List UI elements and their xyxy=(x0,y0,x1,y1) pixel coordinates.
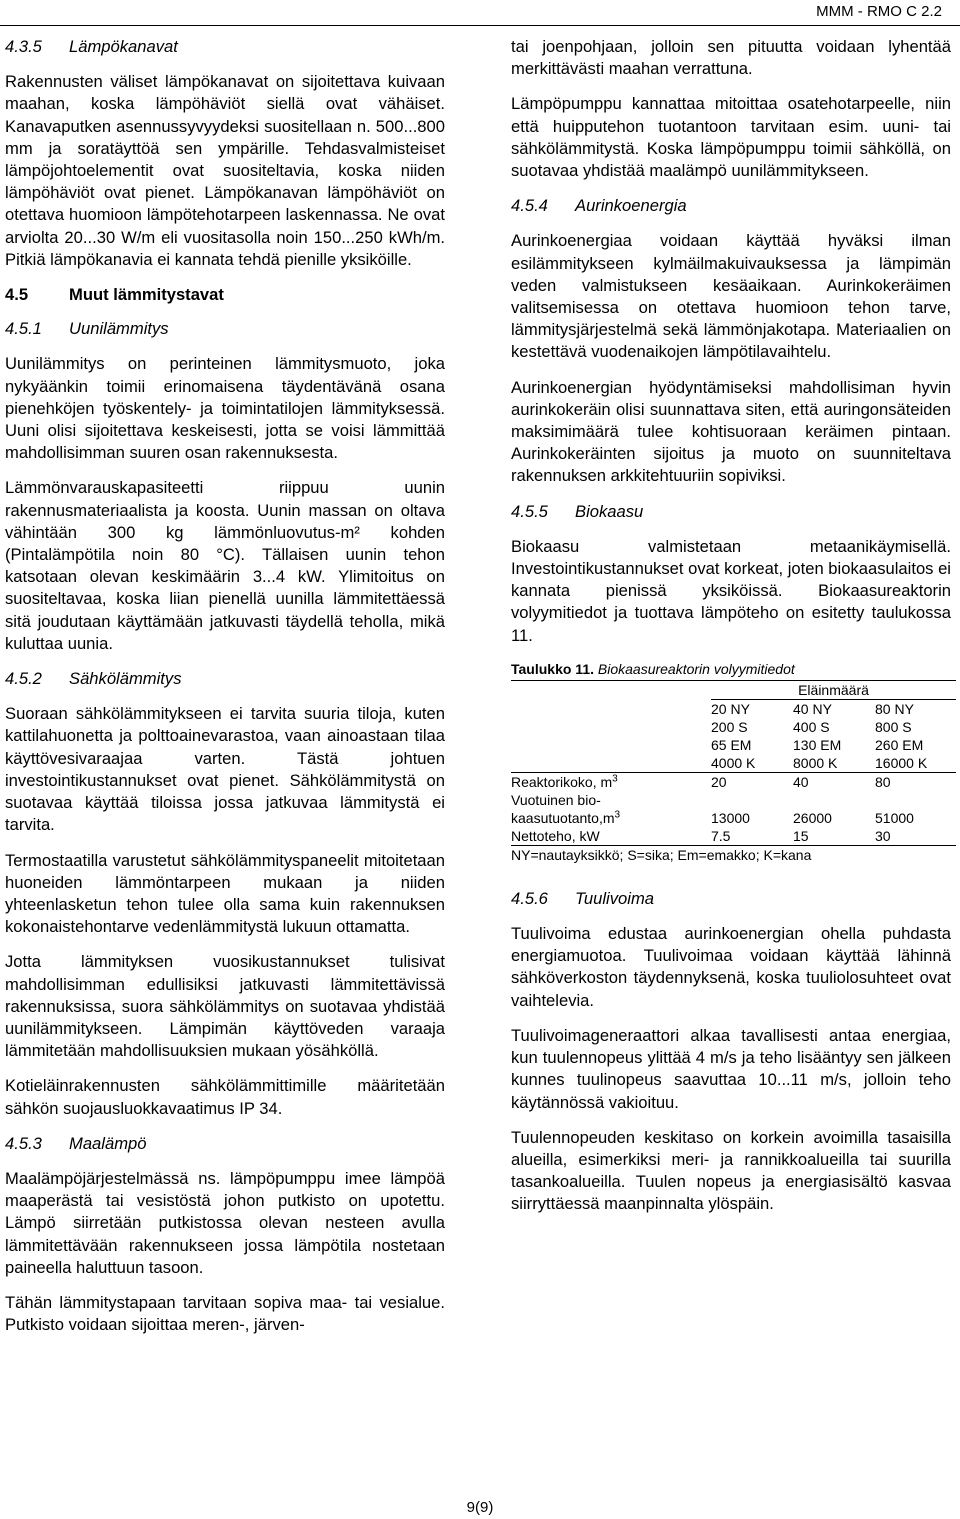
section-title: Tuulivoima xyxy=(575,888,654,908)
section-title: Uunilämmitys xyxy=(69,319,169,339)
table-cell: 20 xyxy=(711,772,793,791)
section-number: 4.5.4 xyxy=(511,196,548,216)
section-number: 4.5.6 xyxy=(511,888,548,908)
table-header-cell: 800 S xyxy=(875,718,912,735)
table-caption xyxy=(511,660,951,678)
table-header-cell: 8000 K xyxy=(793,754,838,771)
paragraph: Aurinkoenergiaa voidaan käyttää hyväksi ilman esilämmitykseen kylmäilmakuivauksessa ja lämpimän veden valmistukseen kesäaikaan. Aurinkokeräimen valitsemisessa on otettava huomioon tehon tarve, lämmitysjärjestelmä sekä lämmönjakotapa. Materiaalien on kestettävä vuodenaikojen lämpötilavaihtelu. xyxy=(511,231,951,362)
table-header-cell: 16000 K xyxy=(875,754,928,771)
section-title: Maalämpö xyxy=(69,1133,147,1153)
table-header-row xyxy=(511,736,956,754)
table-cell: 40 xyxy=(793,772,875,791)
paragraph: Aurinkoenergian hyödyntämiseksi mahdollisiman hyvin aurinkokeräin olisi suunnattava siten, että auringonsäteiden maksimimäärä tulee kohtisuoraan keräimen pintaan. Aurinkokeräinten sijoitus ja muoto on suunniteltava rakennuksen arkkitehtuuriin sopiviksi. xyxy=(511,377,951,486)
page-number: 9(9) xyxy=(466,1499,494,1516)
table-group-header: Eläinmäärä xyxy=(711,680,956,699)
table-group-header-row xyxy=(511,680,956,699)
table-header-cell: 80 NY xyxy=(875,699,956,718)
table-row xyxy=(511,791,956,827)
table-header-row xyxy=(511,718,956,736)
row-label-text: Vuotuinen bio- xyxy=(511,791,601,808)
section-heading-tuulivoima xyxy=(511,888,951,910)
table-header-cell: 40 NY xyxy=(793,699,875,718)
section-number: 4.3.5 xyxy=(5,37,42,56)
section-number: 4.5.3 xyxy=(5,1133,42,1153)
paragraph: Rakennusten väliset lämpökanavat on sijoitettava kuivaan maahan, koska lämpöhäviöt siellä ovat vähäiset. Kanavaputken asennussyvyydeksi suositellaan n. 500...800 mm ja soratäyttöä sen ympärille. Tehdasvalmisteiset lämpöjohtoelementit ovat suositeltavia, koska niiden lämpöhäviöt ovat pienet. Lämpökanavan lämpöhäviöt on otettava huomioon lämpötehotarpeen laskennassa. Ne ovat arviolta 20...30 W/m eli vuositasolla noin 150...250 kWh/m. Pitkiä lämpökanavia ei kannata tehdä pienille yksiköille. xyxy=(5,72,445,269)
table-header-row xyxy=(511,699,956,718)
right-column xyxy=(511,36,951,1229)
page-header xyxy=(0,0,960,26)
paragraph: Tuulivoima edustaa aurinkoenergian ohella puhdasta energiamuotoa. Tuulivoimaa voidaan käyttää lähinnä sähköverkoston täydennyksenä, koska tuuliolosuhteet ovat vaihtelevia. xyxy=(511,924,951,1010)
table-header-cell: 130 EM xyxy=(793,736,842,753)
left-column xyxy=(5,36,445,1349)
section-title: Muut lämmitystavat xyxy=(69,285,224,305)
paragraph: Kotieläinrakennusten sähkölämmittimille määritetään sähkön suojausluokkavaatimus IP 34. xyxy=(5,1076,445,1118)
paragraph: Lämmönvarauskapasiteetti riippuu uunin rakennusmateriaalista ja koosta. Uunin massan on oltava vähintään 300 kg lämmönluovutus-m² kohden (Pintalämpötila noin 80 °C). Tällaisen uunin tehon katsotaan olevan keskimäärin 3...4 kW. Ylimitoitus on suositeltavaa, koska liian pienellä uunilla lämmitettäessä sitä joudutaan käyttämään jatkuvasti täydellä teholla, mikä kuluttaa uunia. xyxy=(5,478,445,653)
section-title: Lämpökanavat xyxy=(69,37,178,56)
paragraph: Tähän lämmitystapaan tarvitaan sopiva maa- tai vesialue. Putkisto voidaan sijoittaa meren-, järven- xyxy=(5,1292,445,1335)
table-cell: 80 xyxy=(875,772,956,791)
table-footnote: NY=nautayksikkö; S=sika; Em=emakko; K=kana xyxy=(511,846,812,863)
table-cell: 7.5 xyxy=(711,827,793,846)
paragraph: Tuulivoimageneraattori alkaa tavallisesti antaa energiaa, kun tuulennopeus ylittää 4 m/s ja teho lisääntyy sen jälkeen kunnes tuulinopeus saavuttaa 10...11 m/s, jolloin teho käytännössä vakioituu. xyxy=(511,1025,951,1112)
table-cell: 51000 xyxy=(875,809,914,826)
section-number: 4.5 xyxy=(5,285,29,305)
section-number: 4.5.1 xyxy=(5,319,42,339)
table-row-label: Nettoteho, kW xyxy=(511,827,711,846)
table-header-cell: 4000 K xyxy=(711,754,756,771)
section-title: Biokaasu xyxy=(575,501,644,521)
paragraph: Lämpöpumppu kannattaa mitoittaa osatehotarpeelle, niin että huipputehon tuotantoon tarvitaan esim. uuni- tai sähkölämmitystä. Koska lämpöpumppu toimii sähköllä, on suotavaa yhdistää maalämpö uunilämmitykseen. xyxy=(511,94,951,181)
section-heading-sahkolammitys xyxy=(5,668,445,690)
table-row xyxy=(511,827,956,846)
table-row xyxy=(511,772,956,791)
section-heading-lampokanavat xyxy=(5,36,445,58)
document-code: MMM - RMO C 2.2 xyxy=(816,3,942,20)
table-header-cell: 20 NY xyxy=(711,699,793,718)
section-heading-uunilammitys xyxy=(5,318,445,340)
table-header-row xyxy=(511,754,956,773)
section-heading-aurinkoenergia xyxy=(511,195,951,217)
paragraph: Tuulennopeuden keskitaso on korkein avoimilla tasaisilla alueilla, esimerkiksi meri- ja rannikkoalueilla tai suurilla tasankoalueilla. Tuulen nopeus ja energiasisältö kasvaa siirryttäessä maanpinnalta ylöspäin. xyxy=(511,1127,951,1214)
paragraph: Suoraan sähkölämmitykseen ei tarvita suuria tiloja, kuten kattilahuonetta ja polttoainevarastoa, vaan ainoastaan tilaa käyttövesivaraajaa varten. Tästä johtuen investointikustannukset ovat pienet. Sähkölämmitystä on suotavaa käyttää tiloissa jossa jatkuvaa lämmitystä ei tarvita. xyxy=(5,704,445,835)
biogas-table xyxy=(511,680,956,846)
paragraph: Termostaatilla varustetut sähkölämmityspaneelit mitoitetaan huoneiden lämmöntarpeen mukaan ja niiden yhteenlasketun tehon tulee olla sama kuin rakennuksen kokonaistehontarve vedenlämmitystä lukuun ottamatta. xyxy=(5,850,445,937)
table-header-cell: 260 EM xyxy=(875,736,924,753)
table-header-cell: 400 S xyxy=(793,718,830,735)
section-heading-maalampo xyxy=(5,1133,445,1155)
section-heading-muut-lammitystavat xyxy=(5,284,445,306)
paragraph: Uunilämmitys on perinteinen lämmitysmuoto, joka nykyäänkin toimii erinomaisena täydentävänä osana pienehköjen työskentely- ja toimintatilojen lämmityksessä. Uuni olisi sijoitettava keskeisesti, jotta se voisi lämmittää mahdollisimman suuren osan rakennuksesta. xyxy=(5,354,445,463)
section-heading-biokaasu xyxy=(511,501,951,523)
table-cell: 26000 xyxy=(793,809,832,826)
section-title: Sähkölämmitys xyxy=(69,669,182,689)
table-row-label xyxy=(511,772,711,791)
table-header-cell: 200 S xyxy=(711,718,748,735)
row-label-text: Reaktorikoko, m xyxy=(511,773,613,790)
paragraph: Jotta lämmityksen vuosikustannukset tulisivat mahdollisimman edullisiksi jatkuvasti lämmitettävissä rakennuksissa, suora sähkölämmitys on suotavaa yhdistää uunilämmitykseen. Lämpimän käyttöveden varaaja lämmitetään mahdollisuuksien mukaan yösähköllä. xyxy=(5,952,445,1061)
table-header-cell: 65 EM xyxy=(711,736,752,753)
table-caption-title: Biokaasureaktorin volyymitiedot xyxy=(597,660,795,677)
superscript: 3 xyxy=(614,809,621,821)
section-number: 4.5.2 xyxy=(5,669,42,689)
table-cell: 30 xyxy=(875,827,956,846)
section-title: Aurinkoenergia xyxy=(575,196,687,216)
paragraph: Biokaasu valmistetaan metaanikäymisellä. Investointikustannukset ovat korkeat, joten biokaasulaitos ei kannata pienissä yksiköissä. Biokaasureaktorin volyymitiedot ja tuottava lämpöteho on esitetty taulukossa 11. xyxy=(511,536,951,645)
table-cell: 13000 xyxy=(711,809,750,826)
row-label-text: kaasutuotanto,m xyxy=(511,809,615,826)
table-cell: 15 xyxy=(793,827,875,846)
superscript: 3 xyxy=(612,773,618,785)
paragraph: tai joenpohjaan, jolloin sen pituutta voidaan lyhentää merkittävästi maahan verrattuna. xyxy=(511,37,951,79)
section-number: 4.5.5 xyxy=(511,501,548,521)
table-row-label xyxy=(511,791,711,827)
paragraph: Maalämpöjärjestelmässä ns. lämpöpumppu imee lämpöä maaperästä tai vesistöstä johon putkisto on upotettu. Lämpö siirretään putkistossa olevan nesteen avulla lämmitettävään rakennukseen jossa lämpötila nostetaan paineella haluttuun tasoon. xyxy=(5,1168,445,1277)
table-caption-label: Taulukko 11. xyxy=(511,660,594,677)
